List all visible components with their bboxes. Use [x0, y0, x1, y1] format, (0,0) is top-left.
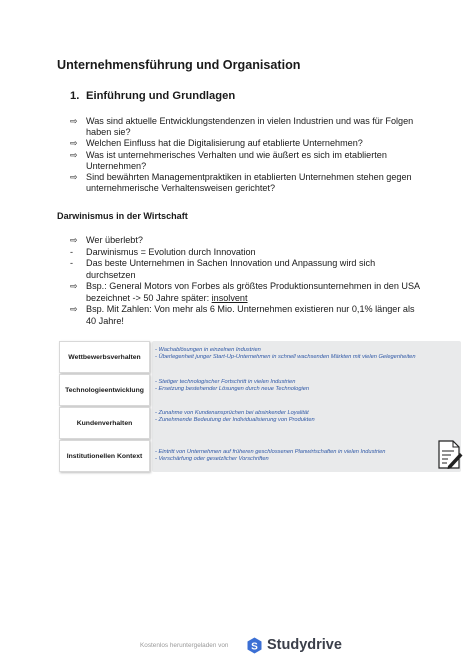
- section-number: 1.: [70, 90, 80, 102]
- arrow-bullet-icon: ⇨: [70, 149, 78, 160]
- list-item: [57, 116, 417, 138]
- category-box-technology: [59, 374, 150, 406]
- arrow-bullet-icon: ⇨: [70, 235, 78, 245]
- footer: [140, 636, 370, 656]
- dash-bullet: -: [70, 258, 74, 268]
- category-label: Institutionellen Kontext: [66, 452, 143, 460]
- list-item: [57, 138, 417, 149]
- section-heading: [70, 90, 235, 102]
- footer-brand[interactable]: Studydrive: [267, 637, 342, 653]
- arrow-bullet-icon: ⇨: [70, 138, 78, 149]
- footer-text: Kostenlos heruntergeladen von: [140, 642, 229, 649]
- description-line: - Stetiger technologischer Fortschritt in vielen Industrien: [155, 379, 296, 385]
- list-item: [57, 247, 427, 259]
- list-item-text: Was sind aktuelle Entwicklungstendenzen in vielen Industrien und was für Folgen haben sie?: [86, 116, 414, 138]
- category-label: Kundenverhalten: [76, 419, 133, 427]
- list-item-text: Welchen Einfluss hat die Digitalisierung auf etablierte Unternehmen?: [86, 138, 363, 149]
- list-item-text: Bsp.: General Motors von Forbes als größtes Produktionsunternehmen in den USA bezeichnet -> 50 Jahre später:: [86, 281, 420, 303]
- list-item: [57, 150, 417, 172]
- category-box-institutional: [59, 440, 150, 472]
- category-box-competition: [59, 341, 150, 373]
- category-description: [155, 449, 455, 463]
- description-line: - Wachablösungen in einzelnen Industrien: [155, 347, 261, 353]
- list-item: [57, 172, 417, 194]
- list-item-text: Sind bewährten Managementpraktiken in etablierten Unternehmen stehen gegen unternehmerische Verhaltensweisen gerichtet?: [86, 172, 412, 194]
- description-line: - Eintritt von Unternehmen auf früheren geschlossenen Planwirtschaften in vielen Industrien: [155, 449, 386, 455]
- list-item: [57, 235, 427, 247]
- studydrive-logo-icon: [246, 637, 263, 654]
- document-pen-icon: [437, 440, 463, 470]
- category-box-customer: [59, 407, 150, 439]
- page-title: Unternehmensführung und Organisation: [57, 58, 301, 72]
- section-title: Einführung und Grundlagen: [86, 90, 236, 102]
- category-description: [155, 347, 455, 361]
- list-item-text: Das beste Unternehmen in Sachen Innovation und Anpassung wird sich durchsetzen: [86, 258, 376, 280]
- dash-bullet: -: [70, 246, 74, 257]
- list-item-text: Bsp. Mit Zahlen: Von mehr als 6 Mio. Unternehmen existieren nur 0,1% länger als 40 Jahre!: [86, 304, 415, 326]
- list-item-text: Darwinismus = Evolution durch Innovation: [86, 246, 256, 257]
- list-item-text: Was ist unternehmerisches Verhalten und wie äußert es sich im etablierten Unternehmen?: [86, 149, 387, 171]
- arrow-bullet-icon: ⇨: [70, 116, 78, 126]
- insolvent-word: insolvent: [211, 292, 248, 303]
- category-label: Wettbewerbsverhalten: [68, 353, 141, 361]
- darwinism-list: [57, 235, 427, 327]
- description-line: - Zunahme von Kundenansprüchen bei absinkender Loyalität: [155, 410, 309, 416]
- list-item: [57, 258, 427, 281]
- description-line: - Überlegenheit junger Start-Up-Unternehmen in schnell wachsenden Märkten mit vielen Gelegenheiten: [155, 354, 416, 361]
- description-line: - Ersetzung bestehender Lösungen durch neue Technologien: [155, 386, 310, 393]
- category-description: [155, 379, 455, 393]
- question-list: [57, 116, 417, 194]
- svg-text:S: S: [251, 641, 258, 653]
- list-item: [57, 281, 427, 304]
- darwinism-heading: Darwinismus in der Wirtschaft: [57, 211, 188, 221]
- arrow-bullet-icon: ⇨: [70, 281, 78, 291]
- list-item: [57, 304, 427, 327]
- list-item-text: Wer überlebt?: [86, 235, 143, 245]
- category-description: [155, 410, 455, 424]
- category-label: Technologieentwicklung: [65, 386, 144, 394]
- arrow-bullet-icon: ⇨: [70, 304, 78, 314]
- description-line: - Zunehmende Bedeutung der Individualisierung von Produkten: [155, 417, 315, 424]
- description-line: - Verschärfung oder gesetzlicher Vorschriften: [155, 456, 269, 463]
- arrow-bullet-icon: ⇨: [70, 172, 78, 183]
